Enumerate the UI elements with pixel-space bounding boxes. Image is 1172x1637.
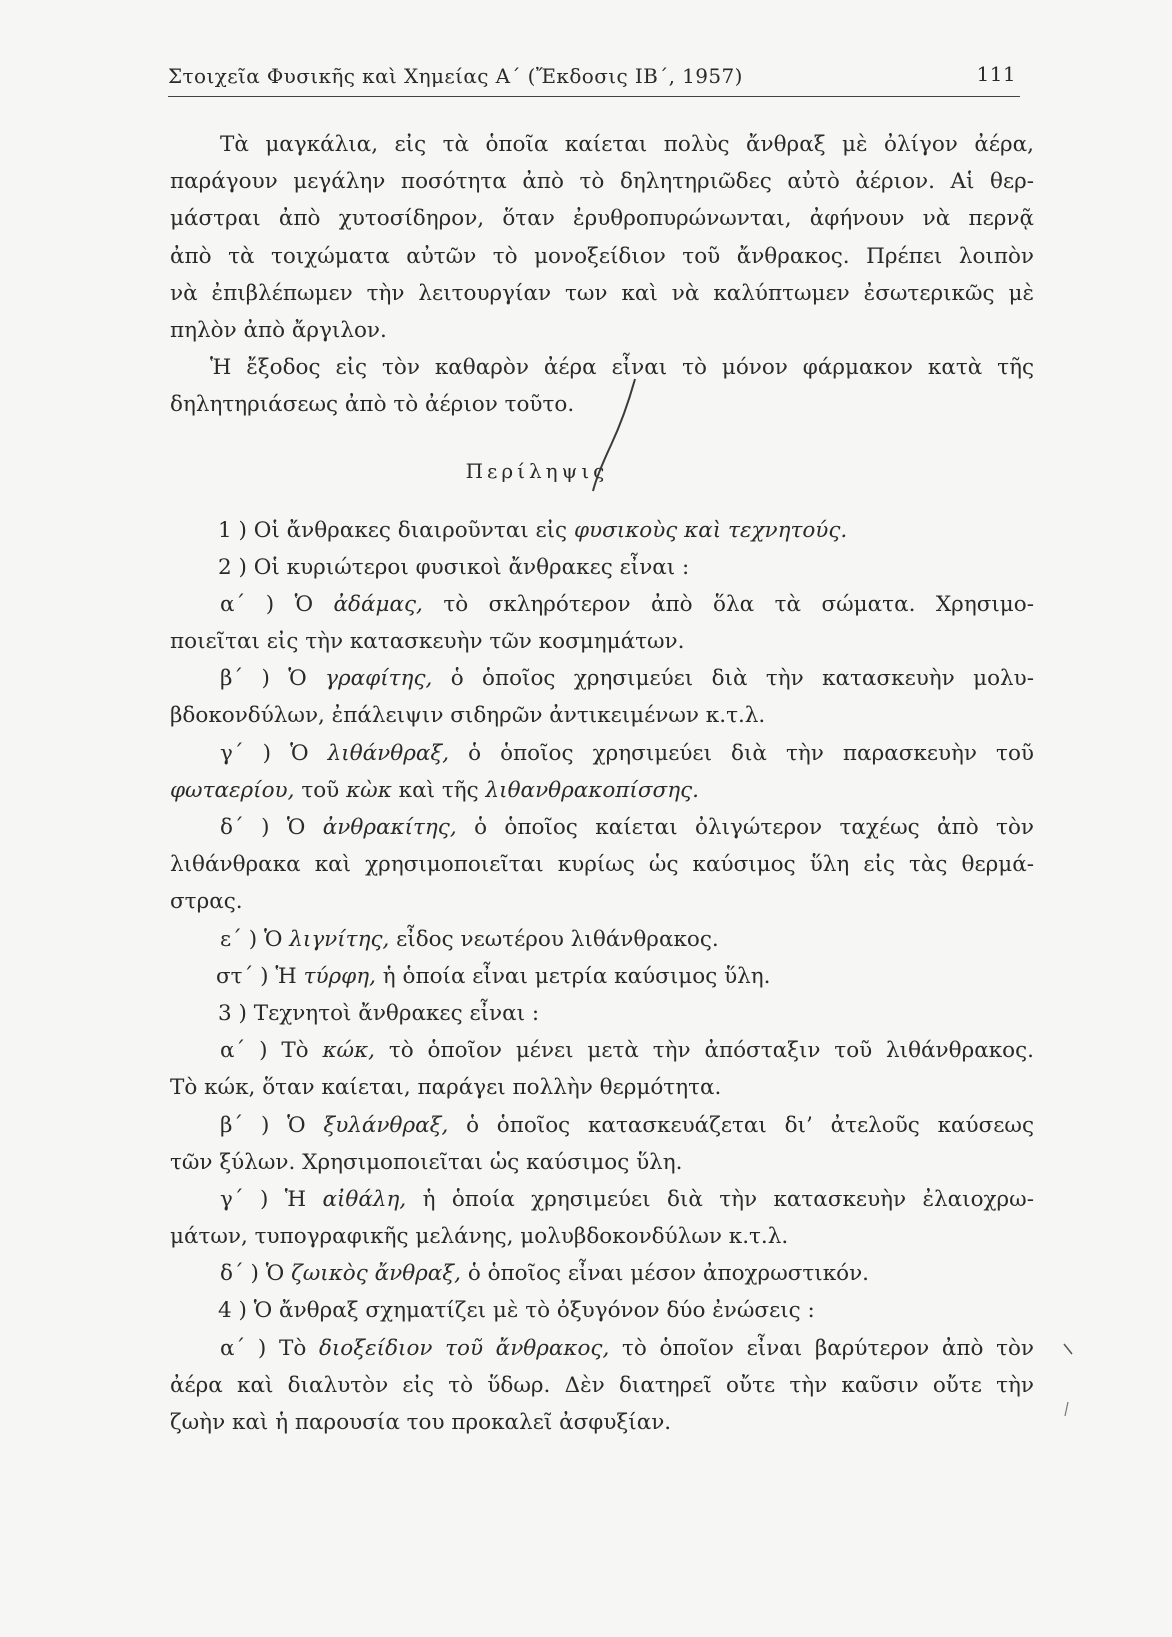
italic-term: λιθάνθραξ,: [327, 740, 450, 766]
summary-subitem: [170, 1032, 1034, 1069]
text-line: τῶν ξύλων. Χρησιμοποιεῖται ὡς καύσιμος ὕλη.: [170, 1149, 683, 1175]
summary-subitem: [170, 1255, 1034, 1292]
text: ὁ ὁποῖος καίεται ὀλιγώτερον ταχέως ἀπὸ τὸν: [474, 815, 1034, 840]
italic-term: τύρφη,: [303, 963, 376, 989]
text-line: ἀπὸ τὰ τοιχώματα αὐτῶν τὸ μονοξείδιον τοῦ ἄνθρακος. Πρέπει λοιπὸν: [170, 243, 1034, 269]
scan-mark: [1062, 1400, 1072, 1420]
italic-term: γραφίτης,: [325, 666, 433, 692]
italic-term: ἀνθρακίτης,: [322, 815, 457, 840]
italic-term: αἰθάλη,: [322, 1186, 407, 1212]
text: ὁ ὁποῖος χρησιμεύει διὰ τὴν κατασκευὴν μολυ-: [450, 666, 1034, 692]
summary-item-2: 2 ) Οἱ κυριώτεροι φυσικοὶ ἄνθρακες εἶναι :: [218, 554, 690, 580]
text: τὸ ὁποῖον μένει μετὰ τὴν ἀπόσταξιν τοῦ λιθάνθρακος.: [388, 1038, 1034, 1064]
text: τὸ σκληρότερον ἀπὸ ὅλα τὰ σώματα. Χρησιμο-: [443, 591, 1034, 617]
summary-subitem: [170, 1330, 1034, 1367]
summary-item-1: [170, 512, 1034, 549]
summary-subitem: [170, 1107, 1034, 1144]
italic-term: ζωικὸς ἄνθραξ,: [291, 1261, 461, 1287]
summary-heading: Περίληψις: [465, 458, 609, 483]
text: ὁ ὁποῖος κατασκευάζεται δι’ ἀτελοῦς καύσεως: [466, 1112, 1034, 1138]
summary-subitem: [170, 660, 1034, 697]
italic-term: διοξείδιον τοῦ ἄνθρακος,: [318, 1335, 610, 1361]
italic-term: φυσικοὺς καὶ τεχνητούς.: [573, 517, 848, 543]
text-line: Τὰ μαγκάλια, εἰς τὰ ὁποῖα καίεται πολὺς ἄνθραξ μὲ ὀλίγον ἀέρα,: [220, 132, 1034, 157]
scan-mark: [1060, 1342, 1080, 1372]
text: ε΄ ) Ὁ: [220, 926, 283, 952]
text-line: λιθάνθρακα καὶ χρησιμοποιεῖται κυρίως ὡς καύσιμος ὕλη εἰς τὰς θερμά-: [170, 852, 1034, 878]
text: α΄ ) Ὁ: [220, 591, 314, 617]
summary-subitem: [170, 586, 1034, 623]
text: γ΄ ) Ἡ: [220, 1186, 307, 1212]
summary-subitem: [170, 809, 1034, 846]
text-line: Τὸ κώκ, ὅταν καίεται, παράγει πολλὴν θερμότητα.: [170, 1075, 722, 1101]
page-number: 111: [976, 62, 1016, 86]
text-line: νὰ ἐπιβλέπωμεν τὴν λειτουργίαν των καὶ νὰ καλύπτωμεν ἐσωτερικῶς μὲ: [170, 280, 1034, 306]
text: α΄ ) Τὸ: [220, 1038, 309, 1064]
text-line: ποιεῖται εἰς τὴν κατασκευὴν τῶν κοσμημάτων.: [170, 629, 685, 655]
text-line: Ἡ ἔξοδος εἰς τὸν καθαρὸν ἀέρα εἶναι τὸ μόνον φάρμακον κατὰ τῆς: [210, 355, 1034, 381]
text: ὁ ὁποῖος εἶναι μέσον ἀποχρωστικόν.: [467, 1261, 870, 1287]
text: γ΄ ) Ὁ: [220, 740, 309, 766]
text: καὶ τῆς: [398, 777, 479, 803]
body-text: [170, 126, 1034, 1441]
text: ἡ ὁποία χρησιμεύει διὰ τὴν κατασκευὴν ἐλαιοχρω-: [422, 1186, 1034, 1212]
italic-term: κὼκ: [346, 777, 392, 803]
text: δ΄ ) Ὁ: [220, 1261, 285, 1287]
book-title: Στοιχεῖα Φυσικῆς καὶ Χημείας Α΄ (Ἔκδοσις ΙΒ΄, 1957): [168, 64, 743, 88]
summary-item-3: 3 ) Τεχνητοὶ ἄνθρακες εἶναι :: [218, 1000, 540, 1026]
running-header: [168, 60, 1020, 97]
summary-item-4: 4 ) Ὁ ἄνθραξ σχηματίζει μὲ τὸ ὀξυγόνον δύο ἐνώσεις :: [218, 1298, 815, 1324]
text: β΄ ) Ὁ: [220, 1112, 306, 1138]
text: τοῦ: [301, 777, 340, 803]
text-line: παράγουν μεγάλην ποσότητα ἀπὸ τὸ δηλητηριῶδες αὐτὸ ἀέριον. Αἱ θερ-: [170, 169, 1034, 195]
summary-subitem: [170, 735, 1034, 772]
text-line: μάστραι ἀπὸ χυτοσίδηρον, ὅταν ἐρυθροπυρώνωνται, ἀφήνουν νὰ περνᾷ: [170, 206, 1034, 232]
text: δ΄ ) Ὁ: [220, 815, 306, 840]
text-line: ζωὴν καὶ ἡ παρουσία του προκαλεῖ ἀσφυξίαν.: [170, 1410, 672, 1435]
text: στ΄ ) Ἡ: [216, 963, 297, 989]
text-line: μάτων, τυπογραφικῆς μελάνης, μολυβδοκονδύλων κ.τ.λ.: [170, 1224, 789, 1250]
italic-term: λιθανθρακοπίσσης.: [485, 777, 699, 803]
text-line: στρας.: [170, 889, 243, 915]
italic-term: ἀδάμας,: [333, 591, 423, 617]
summary-subitem: [170, 958, 1034, 995]
summary-subitem: [170, 921, 1034, 958]
text-line: βδοκονδύλων, ἐπάλειψιν σιδηρῶν ἀντικειμένων κ.τ.λ.: [170, 703, 766, 729]
italic-term: κώκ,: [322, 1038, 376, 1064]
text: εἶδος νεωτέρου λιθάνθρακος.: [396, 926, 719, 952]
text-line: ἀέρα καὶ διαλυτὸν εἰς τὸ ὕδωρ. Δὲν διατηρεῖ οὔτε τὴν καῦσιν οὔτε τὴν: [170, 1372, 1034, 1398]
text: β΄ ) Ὁ: [220, 666, 307, 692]
italic-term: ξυλάνθραξ,: [323, 1112, 449, 1138]
italic-term: φωταερίου,: [170, 777, 295, 803]
text-line: [170, 772, 1034, 809]
text-line: δηλητηριάσεως ἀπὸ τὸ ἀέριον τοῦτο.: [170, 392, 575, 418]
text-line: πηλὸν ἀπὸ ἄργιλον.: [170, 317, 387, 343]
italic-term: λιγνίτης,: [289, 926, 390, 952]
text: 1 ) Οἱ ἄνθρακες διαιροῦνται εἰς: [218, 517, 568, 543]
summary-subitem: [170, 1181, 1034, 1218]
text: α΄ ) Τὸ: [220, 1335, 307, 1361]
text: ὁ ὁποῖος χρησιμεύει διὰ τὴν παρασκευὴν τοῦ: [468, 740, 1034, 766]
text: τὸ ὁποῖον εἶναι βαρύτερον ἀπὸ τὸν: [621, 1335, 1034, 1361]
text: ἡ ὁποία εἶναι μετρία καύσιμος ὕλη.: [382, 963, 771, 989]
